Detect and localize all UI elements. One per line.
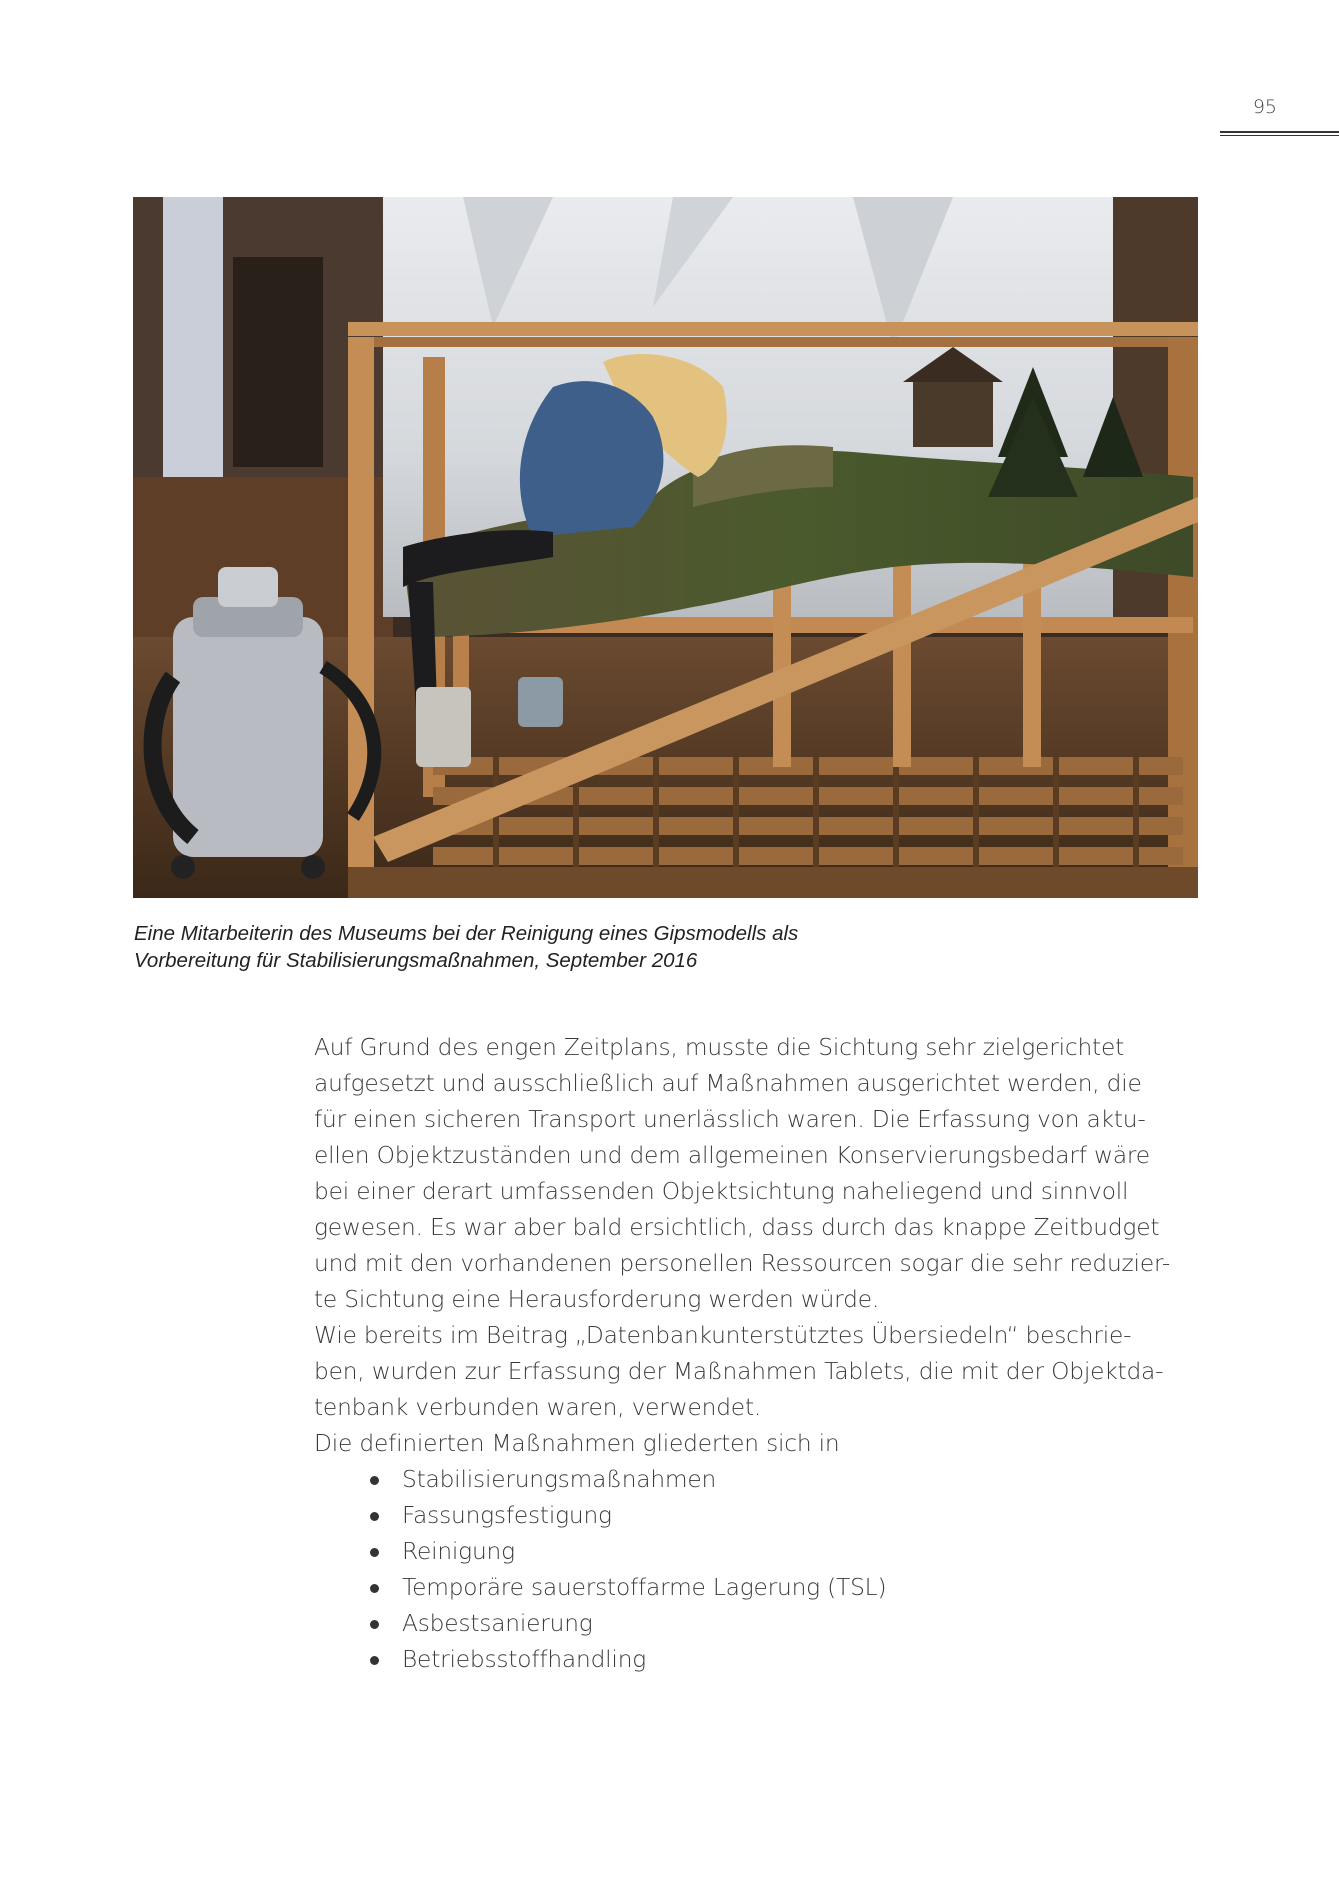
figure-photo: [133, 197, 1198, 898]
bullet-icon: [370, 1548, 379, 1557]
paragraph-line: te Sichtung eine Herausforderung werden würde.: [314, 1286, 880, 1313]
list-item: [314, 1570, 1204, 1606]
paragraph-line: ben, wurden zur Erfassung der Maßnahmen Tablets, die mit der Objektda-: [314, 1358, 1164, 1385]
paragraph-line: Die definierten Maßnahmen gliederten sich in: [314, 1430, 840, 1457]
header-rule-thin: [1220, 135, 1339, 136]
body-text: [314, 1030, 1204, 1678]
list-item-label: Stabilisierungsmaßnahmen: [402, 1466, 717, 1493]
measures-list: [314, 1462, 1204, 1678]
page-number: 95: [1252, 96, 1277, 118]
list-item-label: Asbestsanierung: [402, 1610, 593, 1637]
list-item-label: Fassungsfestigung: [402, 1502, 612, 1529]
figure-caption: [134, 920, 1034, 974]
list-item: [314, 1642, 1204, 1678]
header-rule: [1220, 131, 1339, 133]
paragraph-line: Wie bereits im Beitrag „Datenbankunterstütztes Übersiedeln“ beschrie-: [314, 1322, 1132, 1349]
bullet-icon: [370, 1656, 379, 1665]
bullet-icon: [370, 1584, 379, 1593]
paragraph-line: für einen sicheren Transport unerlässlich waren. Die Erfassung von aktu-: [314, 1106, 1146, 1133]
paragraph-line: ellen Objektzuständen und dem allgemeinen Konservierungsbedarf wäre: [314, 1142, 1150, 1169]
list-item: [314, 1498, 1204, 1534]
paragraph-line: gewesen. Es war aber bald ersichtlich, dass durch das knappe Zeitbudget: [314, 1214, 1160, 1241]
paragraph-line: und mit den vorhandenen personellen Ressourcen sogar die sehr reduzier-: [314, 1250, 1171, 1277]
caption-line: Vorbereitung für Stabilisierungsmaßnahmen, September 2016: [134, 949, 698, 972]
paragraph-line: bei einer derart umfassenden Objektsichtung naheliegend und sinnvoll: [314, 1178, 1129, 1205]
list-item: [314, 1462, 1204, 1498]
list-item: [314, 1534, 1204, 1570]
list-item-label: Betriebsstoffhandling: [402, 1646, 647, 1673]
list-item: [314, 1606, 1204, 1642]
bullet-icon: [370, 1512, 379, 1521]
paragraph-line: aufgesetzt und ausschließlich auf Maßnahmen ausgerichtet werden, die: [314, 1070, 1142, 1097]
paragraph-line: Auf Grund des engen Zeitplans, musste die Sichtung sehr zielgerichtet: [314, 1034, 1125, 1061]
photo-illustration: [133, 197, 1198, 898]
bullet-icon: [370, 1476, 379, 1485]
list-item-label: Temporäre sauerstoffarme Lagerung (TSL): [402, 1574, 887, 1601]
list-item-label: Reinigung: [402, 1538, 515, 1565]
bullet-icon: [370, 1620, 379, 1629]
paragraph-line: tenbank verbunden waren, verwendet.: [314, 1394, 762, 1421]
caption-line: Eine Mitarbeiterin des Museums bei der Reinigung eines Gipsmodells als: [134, 922, 799, 945]
